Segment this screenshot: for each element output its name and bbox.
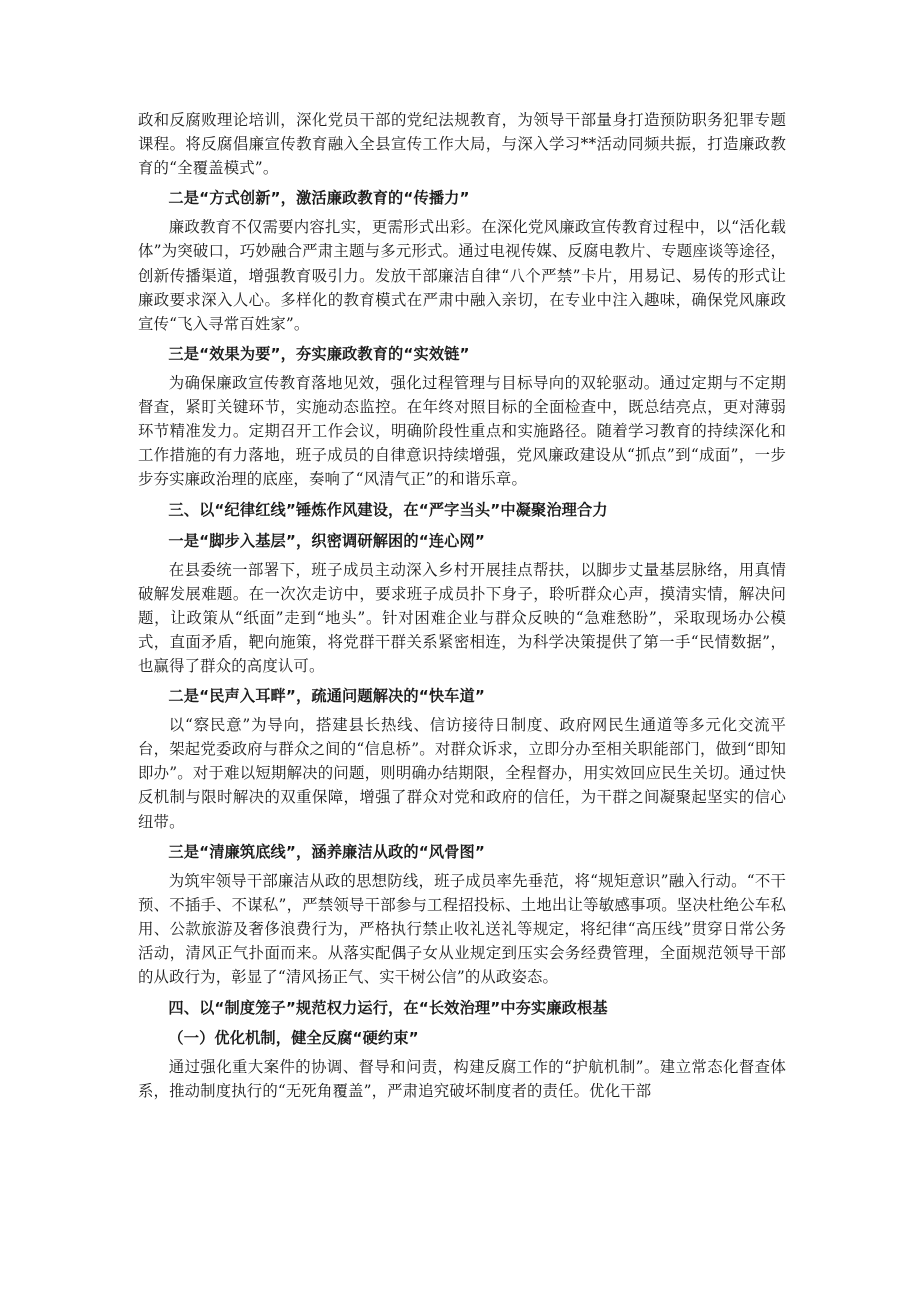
body-paragraph: 政和反腐败理论培训，深化党员干部的党纪法规教育，为领导干部量身打造预防职务犯罪专题课程。将反腐倡廉宣传教育融入全县宣传工作大局，与深入学习**活动同频共振，打造廉政教育的“全覆盖模式”。 [138,111,786,178]
body-paragraph: 廉政教育不仅需要内容扎实，更需形式出彩。在深化党风廉政宣传教育过程中，以“活化载体”为突破口，巧妙融合严肃主题与多元形式。通过电视传媒、反腐电教片、专题座谈等途径，创新传播渠道，增强教育吸引力。发放干部廉洁自律“八个严禁”卡片，用易记、易传的形式让廉政要求深入人心。多样化的教育模式在严肃中融入亲切，在专业中注入趣味，确保党风廉政宣传“飞入寻常百姓家”。 [138,218,786,333]
chapter-heading: 四、以“制度笼子”规范权力运行，在“长效治理”中夯实廉政根基 [168,999,608,1018]
section-heading: 二是“方式创新”，激活廉政教育的“传播力” [168,189,470,208]
subsection-heading: （一）优化机制，健全反腐“硬约束” [168,1029,419,1048]
chapter-heading: 三、以“纪律红线”锤炼作风建设，在“严字当头”中凝聚治理合力 [168,501,608,520]
document-page [138,108,786,1104]
section-heading: 一是“脚步入基层”，织密调研解困的“连心网” [168,531,485,550]
section-heading: 三是“效果为要”，夯实廉政教育的“实效链” [168,344,470,363]
body-paragraph: 以“察民意”为导向，搭建县长热线、信访接待日制度、政府网民生通道等多元化交流平台，架起党委政府与群众之间的“信息桥”。对群众诉求，立即分办至相关职能部门，做到“即知即办”。对于难以短期解决的问题，则明确办结期限，全程督办，用实效回应民生关切。通过快反机制与限时解决的双重保障，增强了群众对党和政府的信任，为干群之间凝聚起坚实的信心纽带。 [138,716,786,831]
body-paragraph: 为筑牢领导干部廉洁从政的思想防线，班子成员率先垂范，将“规矩意识”融入行动。“不干预、不插手、不谋私”，严禁领导干部参与工程招投标、土地出让等敏感事项。坚决杜绝公车私用、公款旅游及奢侈浪费行为，严格执行禁止收礼送礼等规定，将纪律“高压线”贯穿日常公务活动，清风正气扑面而来。从落实配偶子女从业规定到压实会务经费管理，全面规范领导干部的从政行为，彰显了“清风扬正气、实干树公信”的从政姿态。 [138,871,786,987]
body-paragraph: 为确保廉政宣传教育落地见效，强化过程管理与目标导向的双轮驱动。通过定期与不定期督查，紧盯关键环节，实施动态监控。在年终对照目标的全面检查中，既总结亮点，更对薄弱环节精准发力。定期召开工作会议，明确阶段性重点和实施路径。随着学习教育的持续深化和工作措施的有力落地，班子成员的自律意识持续增强，党风廉政建设从“抓点”到“成面”，一步步夯实廉政治理的底座，奏响了“风清气正”的和谐乐章。 [138,373,786,489]
body-paragraph: 在县委统一部署下，班子成员主动深入乡村开展挂点帮扶，以脚步丈量基层脉络，用真情破解发展难题。在一次次走访中，要求班子成员扑下身子，聆听群众心声，摸清实情，解决问题，让政策从“纸面”走到“地头”。针对困难企业与群众反映的“急难愁盼”，采取现场办公模式，直面矛盾，靶向施策，将党群干群关系紧密相连，为科学决策提供了第一手“民情数据”，也赢得了群众的高度认可。 [138,560,786,675]
section-heading: 二是“民声入耳畔”，疏通问题解决的“快车道” [168,687,485,706]
body-paragraph: 通过强化重大案件的协调、督导和问责，构建反腐工作的“护航机制”。建立常态化督查体系，推动制度执行的“无死角覆盖”，严肃追究破坏制度者的责任。优化干部 [138,1058,786,1101]
section-heading: 三是“清廉筑底线”，涵养廉洁从政的“风骨图” [168,842,485,861]
